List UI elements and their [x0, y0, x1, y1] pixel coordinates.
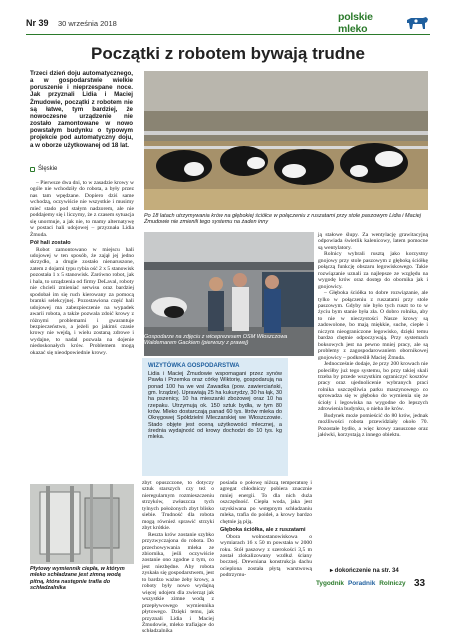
body-column-3: [220, 480, 312, 579]
paragraph: – Pierwsze dwa dni, to w zasadzie krowy w ogóle nie wchodziły do robota, a były przez nas tam wpędzane. Dopiero dziś same wchodzą, oczywiście nie wszystkie i musimy mieć stado pod stałym nadzorem, ale nie poddajemy się i liczymy, że z czasem sytuacja się unormuje, a jak nie, to mamy alternatywę w postaci hali udojowej – przyznała Lidia Żmuda.: [30, 180, 134, 238]
paragraph: posiada o połowę niższą temperaturę i agregat chłodniczy pobiera znacznie mniej energii. To dla nich duża oszczędność. Ciepła woda, jaka jest uzyskiwana po wstępnym schładzaniu mleka, trafia do poideł, a krowy bardzo chętnie ją piją.: [220, 480, 312, 525]
brand-name: polskie mleko: [338, 10, 373, 35]
author-icon: [30, 167, 35, 172]
heat-exchanger-photo: [30, 484, 134, 564]
subheading: Pół hali zostało: [30, 240, 71, 247]
paragraph: Obora wolnostanowiskowa o wymiarach 16 x 50 m powstała w 2000 roku. Stół paszowy z szerokości 3,5 m został zlokalizowany wzdłuż ściany bocznej. Drewniana konstrukcja dachu ocieplona została płytą warstwową podtrzymu-: [220, 533, 312, 579]
cow-icon: [404, 15, 430, 31]
paragraph: Robot zamontowano w miejscu hali udojowej w ten sposób, że zajął jej jedno skrzydło, a drugie zostało nienaruszone, zatem z dojarni typu rybia ość 2 x 5 stanowisk pozostała 1 x 5 stanowisk. Zarówno robot, jak i hala, to urządzenia od firmy DeLaval, roboty nie chcieli zmieniać serwisu oraz bardziej spodobał im się ruch kierowany za pomocą bramki selekcyjnej. Pozostawiona część hali udojowej ma zabezpieczenie na wypadek awarii robota, a także pozwala zdoić krowy z różnymi problemami i gwarantuje bezpieczeństwo, a jeżeli po jakimś czasie krowy nie wejdą, i wielu zostaną zdrowe i wydajne, to nadal pozwala na dojenie niedoskonałych krów. Problemem mogą okazać się nieodpowiednie krowy.: [30, 246, 134, 356]
barn-cows-photo: [144, 71, 428, 210]
article-title: Początki z robotem bywają trudne: [91, 44, 365, 63]
body-column-4: [318, 232, 428, 564]
author-name: Ślęskie: [38, 166, 58, 172]
photo2-caption: Gospodarze na zdjęciu z wiceprezesem OSM Włoszczowa Waldemarem Gackiem (pierwszy z prawej): [144, 334, 288, 347]
paragraph: Rolnicy wybrali rusztą jako korzystny gnojowy przy stole paszowym z głęboką ściółkę połączą funkcję obszaru legowiskowego. Takie rozwiązanie uznali za najlepsze ze względu na wygodę krów oraz dostęp do obornika jak i gnojowicy.: [318, 251, 428, 290]
publication-footer: [316, 580, 406, 587]
brand-logo: [338, 12, 430, 33]
photo3-caption: Płytowy wymiennik ciepła, w którym mleko schładzane jest zimną wodą pitną, która następnie trafia do schładzalnika: [30, 566, 125, 591]
farm-profile-title: WIZYTÓWKA GOSPODARSTWA: [148, 363, 240, 369]
photo1-caption: Po 18 latach utrzymywania krów na głębokiej ściółce w połączeniu z ruszatami przy stole paszowym Lidia i Maciej Żmudowie nie zmienili tego systemu na żaden inny: [144, 213, 421, 226]
body-column-2: [142, 480, 214, 635]
footer-pub1: Tygodnik: [316, 580, 344, 587]
footer-pub2: Poradnik: [347, 580, 376, 587]
subheading: Głęboka ściółka, ale z ruszatami: [220, 527, 306, 534]
issue-date: 30 września 2018: [58, 19, 117, 28]
farm-profile-box: [142, 358, 288, 476]
body-column-1: [30, 180, 134, 480]
continuation-note: ▸ dokończenie na str. 34: [330, 568, 399, 574]
farm-profile-text: Lidia i Maciej Żmudowie wspomagani przez synów Pawła i Przemka oraz córkę Wiktorię, gospodarują na ponad 100 ha we wsi Zawadka (pow. zawierciański, gm. Irządze). Uprawiają 25 ha kukurydzy, 30 ha łąk, 30 ha pszenicy, 10 ha mieszanki zbożowej oraz 10 ha rzepaku. Utrzymują ok. 150 sztuk bydła, w tym 80 krów. Mleko dostarczają panad 60 tys. litrów mleka do Okręgowej Spółdzielni Mleczarskiej we Włoszczowie. Stado objęte jest oceną użytkowości mlecznej, a średnia wydajność od krowy dochodzi do 10 tys. kg mleka.: [148, 371, 282, 441]
header-rule: [26, 34, 430, 35]
paragraph: Reszta krów zostanie szybko przyzwyczajona do robota. Do przechowywania mleka ze zbiornika, jeśli oczywiście zostanie ono zgodne z tym, co jest niezbędne. Aby robota zyskała się gospodarstwem, jest to bardzo ważne żeby krowy, a roboty były nowo wydajną więcej udojem dla zwierząt jak wszystkie zimne wodą z przepływowego wymiennika płytowego. Dzięki temu, jak przyznali Lidia i Maciej Żmudowie, mleko trafiające do schładzalnika: [142, 531, 214, 635]
page-number: 33: [414, 578, 426, 589]
author-line: [30, 166, 130, 172]
paragraph: Budynek może pomieścić do 80 krów, jednak możliwości robota przewidziały około 70. Pozostałe bydło, a więc krowy zasuszone oraz jałówki, korzystają z innego obiektu.: [318, 412, 428, 439]
paragraph: ją stałowe ślupy. Za wentylację grawitacyjną odpowiada świetlik kalenicowy, latem pomocne są wentylatory.: [318, 232, 428, 251]
paragraph: zbyt opuszczone, to dotyczy sztuk starszych czy też o nieregularnym rozmieszczeniu strzyków, zwłaszcza tych tylnych położonych zbyt blisko siebie. Trudność dla robota mogą również sprawić strzyki zbyt krótkie.: [142, 480, 214, 532]
issue-number: Nr 39: [26, 18, 49, 28]
article-lead: Trzeci dzień doju automatycznego, a w gospodarstwie wielkie poruszenie i nieprzespane noce. Jak przyznali Lidia i Maciej Żmudowie, początki z robotem nie są łatwe, tym bardziej, że nowoczesne urządzenie nie zostało zamontowane w nowo powstałym budynku o typowym projekcie pod automatyczny doju, a w oborze użytkowanej od 18 lat.: [30, 70, 133, 149]
footer-pub3: Rolniczy: [379, 580, 406, 587]
paragraph: – Głęboka ściółka to dobre rozwiązanie, ale tylko w połączeniu z ruszatami przy stole paszowym. Gdyby nie było tych ruszt to to w życiu bym stanie była zła. O dobro rolnika, aby to nie w nieczystości Nasze krowy są zadowolone, bo mają miękkie, suche, ciepłe i niczym nieograniczone legowisko, dzięki temu bardzo chętnie odpoczywają. Przy systemach boksowych jest na pewno mniej pracy, ale są problemy z zagospodarowaniem obornikowej gnojowicy – podkreślił Maciej Żmuda.: [318, 290, 428, 361]
paragraph: Jednocześnie dodaje, że przy 200 krowach nie poleciłby już tego systemu, bo przy takiej skali trzeba by przede wszystkim ograniczyć kosztów pracy oraz ujednolicenie wybranych praci rolnika uszczęśliwia parku maszynowego co sprowadza się w głęboko do wymienia się ze ścioły i legowiska na wygodne do lepszych zdrowienia budynku, o nieba ile krów.: [318, 361, 428, 413]
